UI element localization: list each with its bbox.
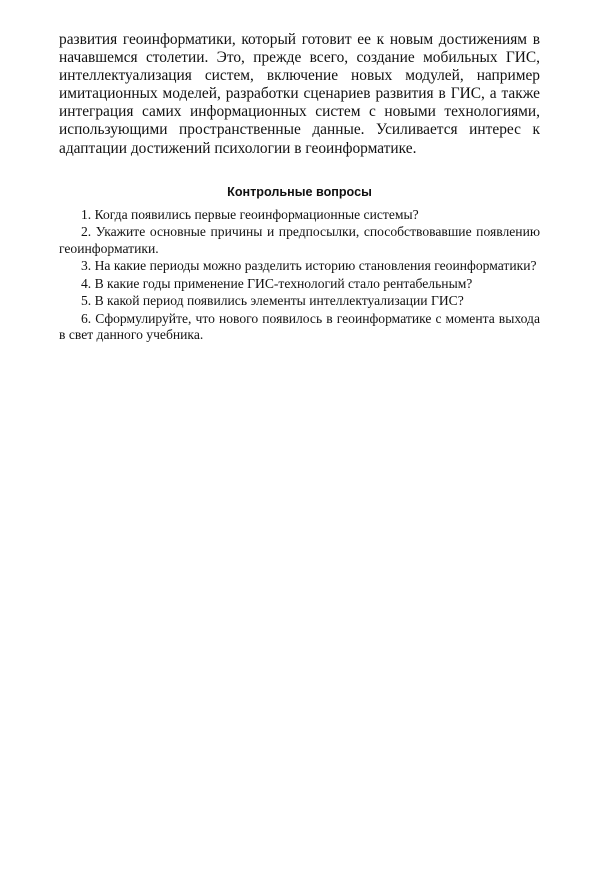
question-item: 3. На какие периоды можно разделить историю становления геоинформатики? [81,258,537,274]
document-page [59,31,540,345]
question-item: 2. Укажите основные причины и предпосылки, способствовавшие появлению геоинформатики. [59,224,540,256]
question-item: 6. Сформулируйте, что нового появилось в геоинформатике с момента выхода в свет данного учебника. [59,311,540,343]
body-paragraph: развития геоинформатики, который готовит ее к новым достижениям в начавшемся столетии. Это, прежде всего, создание мобильных ГИС, интеллектуализация систем, включение новых модулей, например имитационных моделей, разработки сценариев развития в ГИС, а также интеграция самих информационных систем с новыми технологиями, использующими пространственные данные. Усиливается интерес к адаптации достижений психологии в геоинформатике. [59,31,540,157]
question-item: 1. Когда появились первые геоинформационные системы? [81,206,419,222]
section-heading: Контрольные вопросы [227,184,372,199]
question-item: 5. В какой период появились элементы интеллектуализации ГИС? [81,293,464,309]
review-questions-list [59,207,540,344]
question-item: 4. В какие годы применение ГИС-технологий стало рентабельным? [81,275,473,291]
